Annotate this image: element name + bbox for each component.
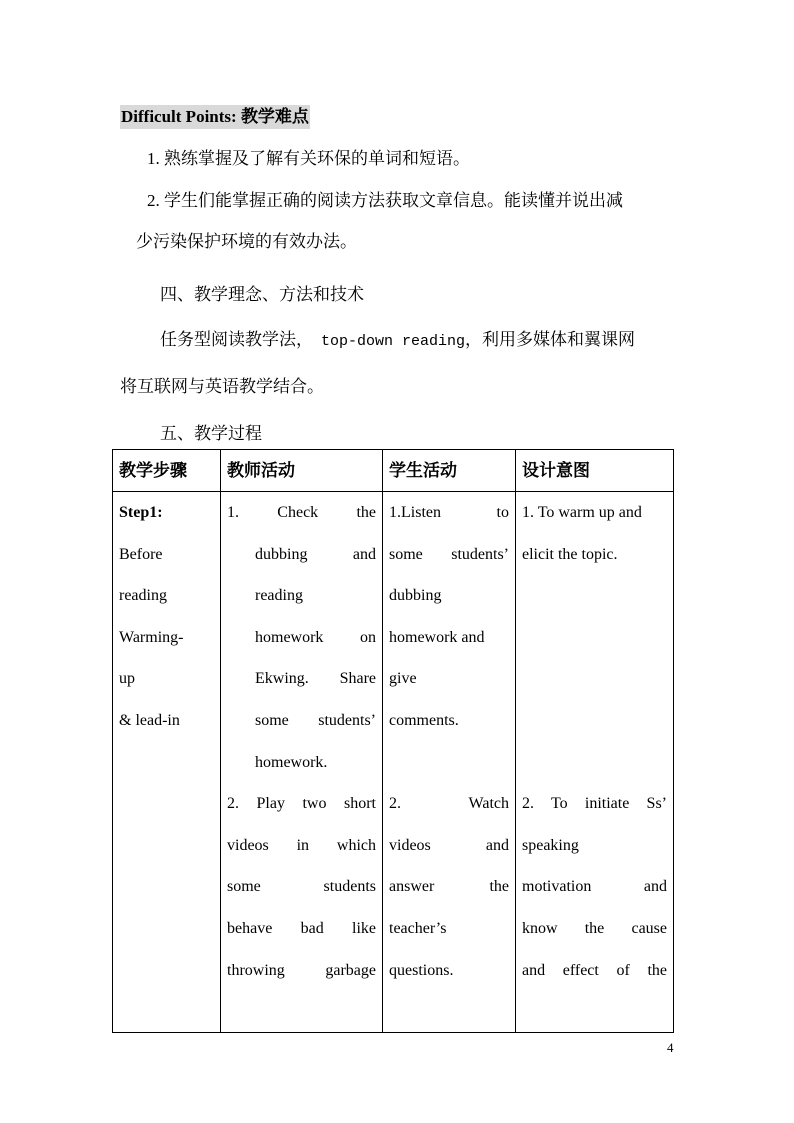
difficult-points-heading — [120, 105, 310, 129]
section5-title: 五、教学过程 — [160, 424, 262, 443]
point-1: 1. 熟练掌握及了解有关环保的单词和短语。 — [147, 149, 470, 168]
student-line: some students’ — [389, 545, 509, 563]
intent-line: elicit the topic. — [522, 545, 618, 563]
section4-line2: 将互联网与英语教学结合。 — [120, 377, 324, 396]
step-line: Before — [119, 545, 163, 563]
header-student: 学生活动 — [383, 450, 516, 492]
intent-line: and effect of the — [522, 961, 667, 979]
teacher-line: some students — [227, 878, 376, 896]
teacher-line: 1. Check the — [227, 504, 376, 521]
teacher-line: throwing garbage — [227, 961, 376, 979]
section4-title: 四、教学理念、方法和技术 — [160, 285, 364, 304]
student-line: dubbing — [389, 587, 442, 605]
section4-line1-c: ，利用多媒体和翼课网 — [465, 330, 636, 349]
step-line: Warming- — [119, 628, 184, 646]
section4-line1-b: top-down reading — [321, 333, 466, 350]
student-line: comments. — [389, 711, 459, 729]
student-line: teacher’s — [389, 919, 447, 937]
intent-line: know the cause — [522, 919, 667, 937]
table-header-row — [113, 450, 674, 492]
teacher-line: dubbing and — [255, 545, 376, 563]
heading-label: Difficult Points: — [121, 107, 241, 126]
step-cell — [113, 492, 221, 1033]
student-line: answer the — [389, 878, 509, 896]
header-intent: 设计意图 — [516, 450, 674, 492]
point-2: 2. 学生们能掌握正确的阅读方法获取文章信息。能读懂并说出减 — [147, 191, 623, 210]
intent-line: speaking — [522, 836, 579, 854]
student-line: give — [389, 670, 417, 688]
step-label: Step1: — [119, 504, 163, 521]
teacher-line: behave bad like — [227, 919, 376, 937]
teacher-activity-cell — [221, 492, 383, 1033]
step-line: up — [119, 670, 135, 688]
student-activity-cell — [383, 492, 516, 1033]
student-line: 2. Watch — [389, 795, 509, 813]
table-row — [113, 492, 674, 1033]
student-line: videos and — [389, 836, 509, 854]
teacher-line: some students’ — [255, 711, 376, 729]
heading-cn: 教学难点 — [240, 107, 309, 126]
step-line: reading — [119, 587, 167, 605]
teacher-line: homework on — [255, 628, 376, 646]
intent-line: 2. To initiate Ss’ — [522, 795, 667, 813]
student-line: homework and — [389, 628, 485, 646]
teacher-line: 2. Play two short — [227, 795, 376, 813]
page-number: 4 — [667, 1040, 674, 1055]
intent-line: 1. To warm up and — [522, 504, 642, 521]
teacher-line: Ekwing. Share — [255, 670, 376, 688]
teacher-line: videos in which — [227, 836, 376, 854]
header-teacher: 教师活动 — [221, 450, 383, 492]
teacher-line: reading — [255, 587, 303, 605]
design-intent-cell — [516, 492, 674, 1033]
header-step: 教学步骤 — [113, 450, 221, 492]
student-line: 1.Listen to — [389, 504, 509, 521]
step-line: & lead-in — [119, 711, 180, 729]
section4-line1-a: 任务型阅读教学法， — [160, 330, 313, 349]
teacher-line: homework. — [255, 753, 328, 771]
section4-line1 — [160, 328, 635, 354]
teaching-process-table — [112, 449, 674, 1033]
intent-line: motivation and — [522, 878, 667, 896]
student-line: questions. — [389, 961, 454, 979]
point-2-cont: 少污染保护环境的有效办法。 — [136, 232, 357, 251]
